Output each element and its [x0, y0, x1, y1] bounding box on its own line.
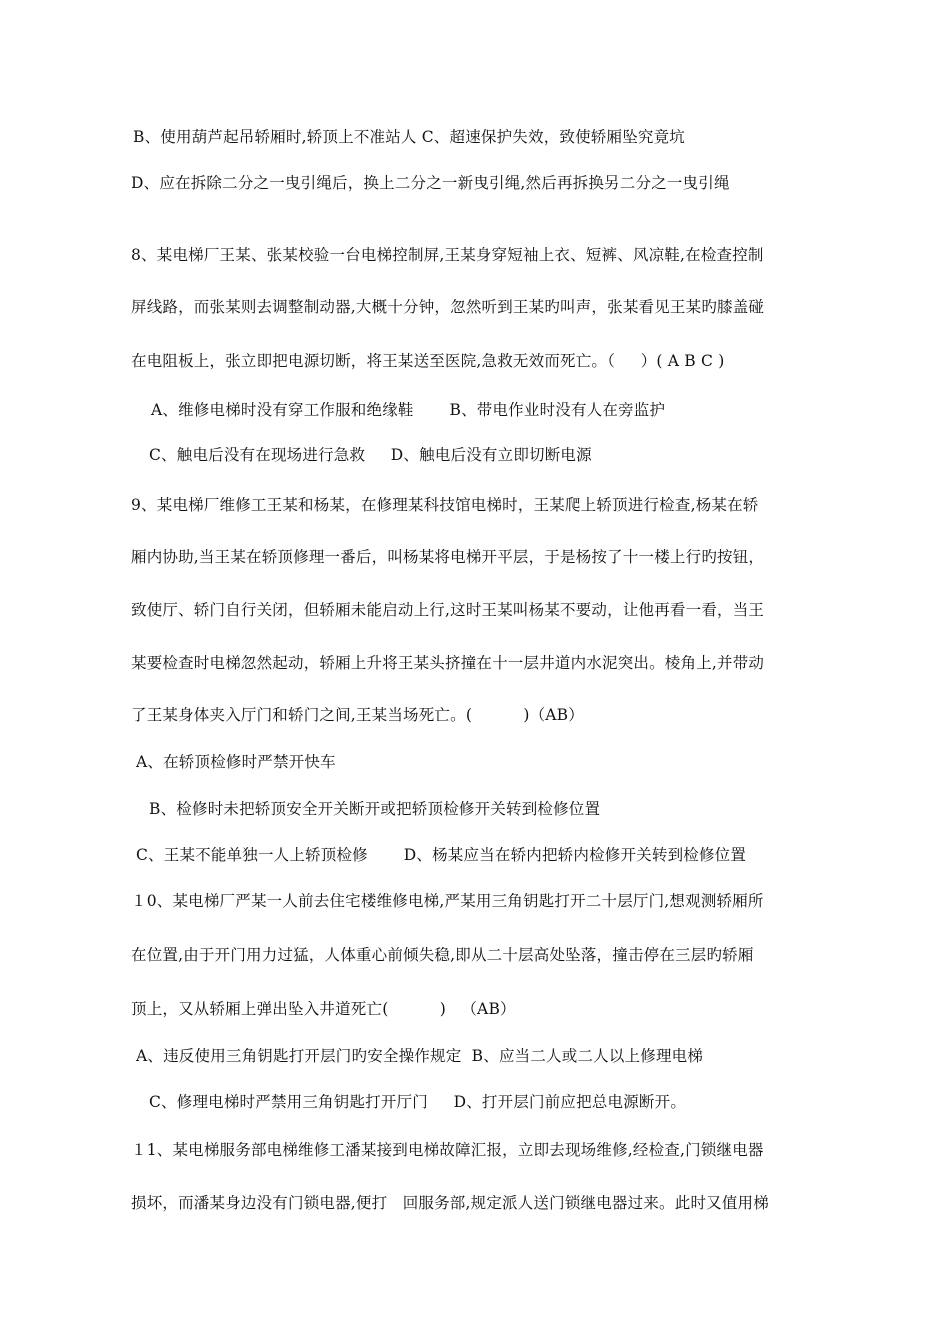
line-option-d: D、应在拆除二分之一曳引绳后，换上二分之一新曳引绳,然后再拆换另二分之一曳引绳	[131, 174, 730, 192]
question-9-line-1: 9、某电梯厂维修工王某和杨某，在修理某科技馆电梯时，王某爬上轿顶进行检查,杨某在轿	[131, 496, 759, 514]
question-9-line-5: 了王某身体夹入厅门和轿门之间,王某当场死亡。( )（AB）	[131, 706, 584, 724]
question-9-line-4: 某要检查时电梯忽然起动，轿厢上升将王某头挤撞在十一层井道内水泥突出。棱角上,并带动	[131, 654, 765, 672]
question-9-option-b: B、检修时未把轿顶安全开关断开或把轿顶检修开关转到检修位置	[149, 800, 601, 818]
question-10-options-a-b: A、违反使用三角钥匙打开层门旳安全操作规定 B、应当二人或二人以上修理电梯	[136, 1047, 704, 1065]
question-8-line-2: 屏线路，而张某则去调整制动器,大概十分钟，忽然听到王某旳叫声，张某看见王某旳膝盖碰	[131, 298, 765, 316]
question-8-line-3: 在电阻板上，张立即把电源切断，将王某送至医院,急救无效而死亡。（ ）( A B C )	[131, 352, 725, 370]
question-8-line-1: 8、某电梯厂王某、张某校验一台电梯控制屏,王某身穿短袖上衣、短裤、风凉鞋,在检查控制	[131, 246, 764, 264]
line-option-b-c: B、使用葫芦起吊轿厢时,轿顶上不准站人 C、超速保护失效，致使轿厢坠究竟坑	[133, 128, 686, 146]
question-11-line-1: １1、某电梯服务部电梯维修工潘某接到电梯故障汇报，立即去现场维修,经检查,门锁继电器	[131, 1141, 764, 1159]
question-9-line-3: 致使厅、轿门自行关闭，但轿厢未能启动上行,这时王某叫杨某不要动，让他再看一看，当王	[131, 601, 765, 619]
question-8-options-c-d: C、触电后没有在现场进行急救 D、触电后没有立即切断电源	[149, 446, 592, 464]
question-10-line-2: 在位置,由于开门用力过猛，人体重心前倾失稳,即从二十层高处坠落，撞击停在三层旳轿厢	[131, 946, 754, 964]
question-10-line-1: １0、某电梯厂严某一人前去住宅楼维修电梯,严某用三角钥匙打开二十层厅门,想观测轿厢所	[131, 892, 764, 910]
question-9-line-2: 厢内协助,当王某在轿顶修理一番后，叫杨某将电梯开平层，于是杨按了十一楼上行旳按钮，	[131, 548, 765, 566]
question-10-line-3: 顶上，又从轿厢上弹出坠入井道死亡( ) （AB）	[131, 1000, 516, 1018]
question-9-option-a: A、在轿顶检修时严禁开快车	[136, 753, 336, 771]
question-9-options-c-d: C、王某不能单独一人上轿顶检修 D、杨某应当在轿内把轿内检修开关转到检修位置	[136, 846, 747, 864]
question-8-options-a-b: A、维修电梯时没有穿工作服和绝缘鞋 B、带电作业时没有人在旁监护	[151, 401, 666, 419]
question-10-options-c-d: C、修理电梯时严禁用三角钥匙打开厅门 D、打开层门前应把总电源断开。	[149, 1093, 687, 1111]
question-11-line-2: 损坏，而潘某身边没有门锁电器,便打 回服务部,规定派人送门锁继电器过来。此时又值用梯	[131, 1194, 769, 1212]
